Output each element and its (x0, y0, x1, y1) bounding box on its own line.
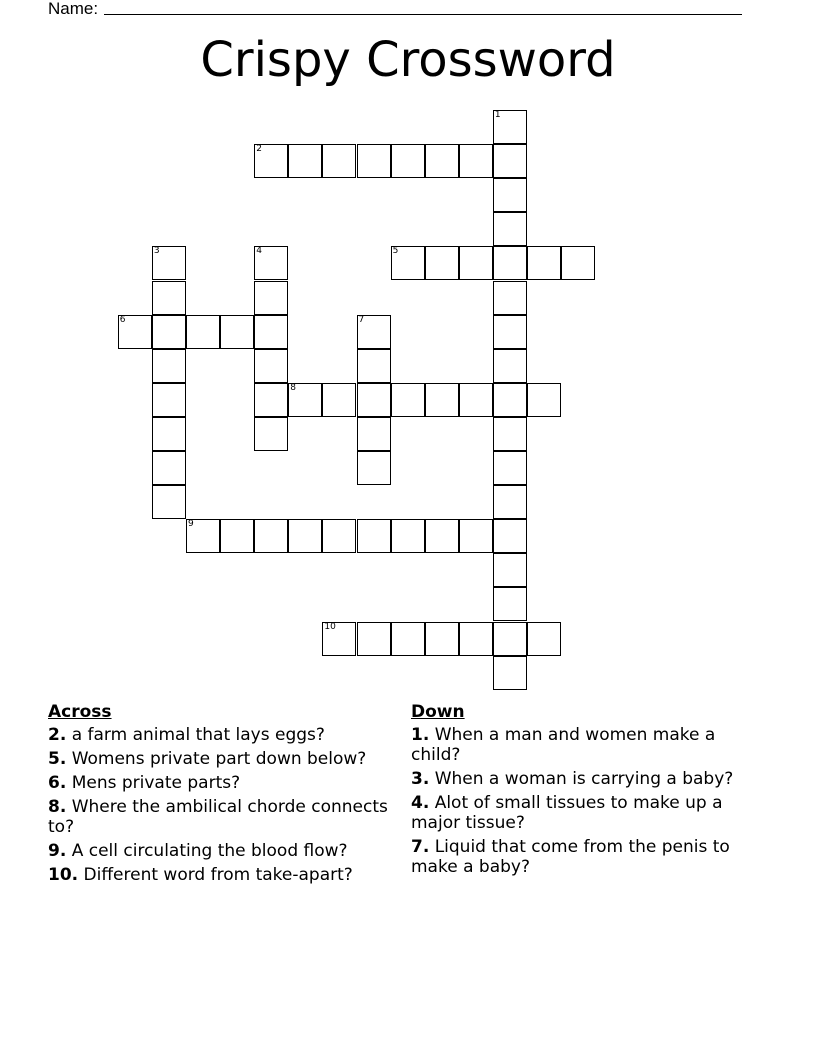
grid-cell[interactable] (425, 622, 459, 656)
grid-cell[interactable] (493, 281, 527, 315)
clue-text: Alot of small tissues to make up a major tissue? (411, 793, 723, 833)
grid-cell[interactable] (493, 519, 527, 553)
grid-cell[interactable] (186, 519, 220, 553)
grid-cell[interactable] (152, 281, 186, 315)
grid-cell[interactable] (152, 246, 186, 280)
across-clue (48, 797, 398, 837)
page-title: Crispy Crossword (200, 32, 616, 88)
grid-cell[interactable] (493, 656, 527, 690)
grid-cell[interactable] (220, 315, 254, 349)
grid-cell[interactable] (254, 246, 288, 280)
grid-cell[interactable] (391, 622, 425, 656)
clue-text: A cell circulating the blood flow? (66, 841, 348, 861)
grid-cell[interactable] (493, 451, 527, 485)
clue-number-label: 8 (290, 382, 297, 393)
grid-cell[interactable] (254, 417, 288, 451)
grid-cell[interactable] (493, 417, 527, 451)
grid-cell[interactable] (425, 519, 459, 553)
grid-cell[interactable] (357, 451, 391, 485)
grid-cell[interactable] (254, 383, 288, 417)
grid-cell[interactable] (118, 315, 152, 349)
grid-cell[interactable] (322, 622, 356, 656)
down-clue (411, 793, 756, 833)
grid-cell[interactable] (493, 587, 527, 621)
grid-cell[interactable] (459, 519, 493, 553)
clue-number-label: 2 (256, 144, 262, 155)
grid-cell[interactable] (493, 349, 527, 383)
grid-cell[interactable] (152, 315, 186, 349)
clue-number: 4. (411, 793, 430, 813)
grid-cell[interactable] (493, 485, 527, 519)
down-clue (411, 725, 756, 765)
grid-cell[interactable] (288, 519, 322, 553)
grid-cell[interactable] (357, 417, 391, 451)
clue-number: 2. (48, 725, 67, 745)
grid-cell[interactable] (493, 110, 527, 144)
grid-cell[interactable] (391, 144, 425, 178)
name-blank[interactable] (104, 14, 742, 15)
grid-cell[interactable] (357, 315, 391, 349)
clue-text: a farm animal that lays eggs? (66, 725, 325, 745)
grid-cell[interactable] (459, 246, 493, 280)
grid-cell[interactable] (254, 144, 288, 178)
grid-cell[interactable] (357, 622, 391, 656)
clue-number-label: 7 (358, 314, 365, 325)
grid-cell[interactable] (357, 383, 391, 417)
grid-cell[interactable] (152, 383, 186, 417)
grid-cell[interactable] (322, 519, 356, 553)
grid-cell[interactable] (459, 622, 493, 656)
grid-cell[interactable] (493, 622, 527, 656)
grid-cell[interactable] (527, 383, 561, 417)
clue-number-label: 6 (119, 314, 126, 325)
grid-cell[interactable] (561, 246, 595, 280)
clue-number-label: 3 (153, 246, 160, 257)
grid-cell[interactable] (425, 144, 459, 178)
down-clue (411, 837, 756, 877)
grid-cell[interactable] (493, 178, 527, 212)
grid-cell[interactable] (254, 281, 288, 315)
across-clue (48, 749, 398, 769)
clue-text: Where the ambilical chorde connects to? (48, 797, 388, 837)
grid-cell[interactable] (152, 417, 186, 451)
down-clue (411, 769, 756, 789)
grid-cell[interactable] (288, 383, 322, 417)
grid-cell[interactable] (357, 349, 391, 383)
clue-number: 10. (48, 865, 79, 885)
grid-cell[interactable] (220, 519, 254, 553)
clue-number: 8. (48, 797, 67, 817)
across-clue (48, 773, 398, 793)
grid-cell[interactable] (425, 383, 459, 417)
grid-cell[interactable] (459, 144, 493, 178)
clue-number: 1. (411, 725, 430, 745)
clue-number: 5. (48, 749, 67, 769)
name-label: Name: (48, 0, 99, 18)
clue-number-label: 1 (494, 110, 501, 120)
grid-cell[interactable] (391, 519, 425, 553)
down-clues (411, 702, 756, 881)
clue-number-label: 10 (324, 621, 336, 632)
clue-number: 9. (48, 841, 67, 861)
down-heading: Down (411, 702, 465, 722)
grid-cell[interactable] (493, 553, 527, 587)
grid-cell[interactable] (459, 383, 493, 417)
clue-number-label: 5 (392, 246, 399, 257)
clue-text: Womens private part down below? (66, 749, 367, 769)
grid-cell[interactable] (391, 383, 425, 417)
grid-cell[interactable] (391, 246, 425, 280)
grid-cell[interactable] (357, 144, 391, 178)
clue-text: When a woman is carrying a baby? (429, 769, 734, 789)
grid-cell[interactable] (152, 485, 186, 519)
clue-number-label: 4 (256, 246, 262, 257)
grid-cell[interactable] (493, 383, 527, 417)
clue-text: Different word from take-apart? (78, 865, 353, 885)
grid-cell[interactable] (288, 144, 322, 178)
grid-cell[interactable] (186, 315, 220, 349)
grid-cell[interactable] (493, 246, 527, 280)
clue-number-label: 9 (188, 519, 194, 530)
clue-text: Liquid that come from the penis to make a baby? (411, 837, 730, 877)
across-heading: Across (48, 702, 112, 722)
clue-text: When a man and women make a child? (411, 725, 716, 765)
grid-cell[interactable] (254, 315, 288, 349)
across-clue (48, 841, 398, 861)
grid-cell[interactable] (152, 349, 186, 383)
grid-cell[interactable] (493, 144, 527, 178)
across-clue (48, 725, 398, 745)
grid-cell[interactable] (254, 349, 288, 383)
name-line (48, 0, 748, 19)
grid-cell[interactable] (493, 315, 527, 349)
grid-cell[interactable] (152, 451, 186, 485)
clue-number: 3. (411, 769, 430, 789)
clue-text: Mens private parts? (66, 773, 241, 793)
grid-cell[interactable] (357, 519, 391, 553)
clue-number: 6. (48, 773, 67, 793)
grid-cell[interactable] (493, 212, 527, 246)
grid-cell[interactable] (425, 246, 459, 280)
grid-cell[interactable] (322, 383, 356, 417)
across-clue (48, 865, 398, 885)
grid-cell[interactable] (322, 144, 356, 178)
across-clues (48, 702, 398, 889)
grid-cell[interactable] (527, 246, 561, 280)
clue-number: 7. (411, 837, 430, 857)
grid-cell[interactable] (527, 622, 561, 656)
grid-cell[interactable] (254, 519, 288, 553)
